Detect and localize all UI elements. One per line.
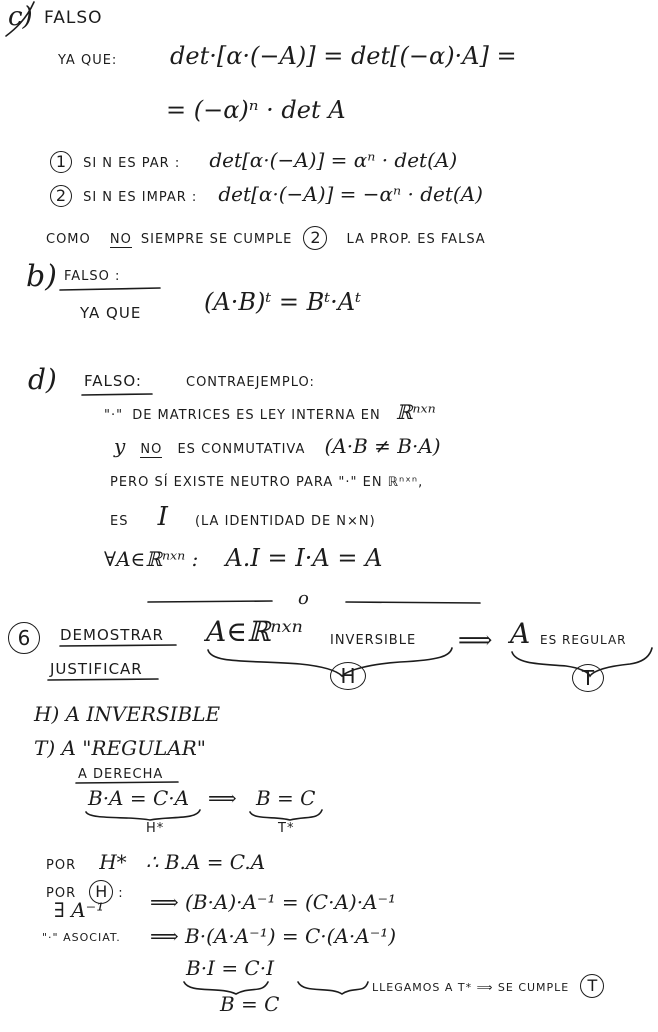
- q6-implies: ⟹: [458, 626, 493, 654]
- d-line2-text: ES CONMUTATIVA: [177, 442, 306, 457]
- proof-step4-equation: B·I = C·I: [186, 956, 274, 980]
- step1-equation: ∴ B.A = C.A: [145, 850, 266, 874]
- step1-por: POR: [46, 858, 77, 873]
- d-line5-equation: A.I = I·A = A: [225, 544, 383, 572]
- c-conclusion: [46, 226, 486, 250]
- step1-ref: H*: [99, 850, 127, 874]
- proof-step2-equation: ⟹ (B·A)·A⁻¹ = (C·A)·A⁻¹: [150, 890, 397, 914]
- proof-step5-equation: B = C: [220, 992, 280, 1016]
- c-case1: [50, 150, 457, 173]
- brace-C-I: [298, 982, 368, 994]
- b-why: YA QUE: [80, 304, 142, 322]
- b-label: b): [26, 259, 57, 294]
- a-derecha-underline: [76, 782, 178, 783]
- conclusion-prefix: COMO: [46, 232, 91, 247]
- q6-inversible: INVERSIBLE: [330, 633, 417, 648]
- brace-hstar: [86, 810, 200, 820]
- d-line4-identity-symbol: I: [157, 502, 168, 532]
- case1-condition: SI N ES PAR :: [83, 156, 181, 171]
- c-eq1: det·[α·(−A)] = det[(−α)·A] =: [170, 42, 517, 70]
- step2-ref: H: [89, 880, 113, 904]
- d-line1-set: ℝⁿˣⁿ: [395, 400, 436, 424]
- d-line2: [114, 436, 441, 456]
- case2-number: 2: [50, 185, 72, 207]
- d-line4-text: (LA IDENTIDAD DE N×N): [194, 514, 376, 529]
- proof-tstar: T*: [278, 821, 295, 836]
- justificar-underline: [48, 679, 158, 680]
- case1-equation: det[α·(−A)] = αⁿ · det(A): [209, 148, 458, 172]
- d-line2-y: y: [114, 434, 126, 458]
- d-line4: [110, 504, 376, 530]
- proof-step2-reason: POR H :: [46, 880, 124, 904]
- q6-regular: ES REGULAR: [540, 633, 627, 647]
- c-title: FALSO: [44, 8, 103, 28]
- b-equation: (A·B)ᵗ = Bᵗ·Aᵗ: [204, 288, 362, 316]
- q6-justificar: JUSTIFICAR: [50, 660, 143, 678]
- case1-number: 1: [50, 151, 72, 173]
- c-eq2: = (−α)ⁿ · det A: [166, 96, 346, 124]
- d-title: FALSO:: [84, 372, 142, 390]
- d-line1-quote: "·": [104, 408, 124, 423]
- c-why: YA QUE:: [58, 53, 118, 68]
- divider-left: [148, 601, 272, 602]
- q6-number: 6: [8, 622, 40, 654]
- c-case2: [50, 184, 483, 207]
- d-line3: PERO SÍ EXISTE NEUTRO PARA "·" EN ℝⁿˣⁿ,: [110, 475, 424, 490]
- q6-H-circle: H: [330, 662, 366, 690]
- proof-t-left: B·A = C·A: [88, 786, 190, 810]
- d-subtitle: CONTRAEJEMPLO:: [186, 375, 315, 390]
- q6-T-circle: T: [572, 664, 604, 692]
- d-divider: o: [298, 588, 309, 609]
- proof-step3-equation: ⟹ B·(A·A⁻¹) = C·(A·A⁻¹): [150, 924, 397, 948]
- case2-condition: SI N ES IMPAR :: [83, 190, 198, 205]
- divider-right: [346, 602, 480, 603]
- proof-exists: ∃ A⁻¹: [54, 898, 105, 922]
- conclusion-ref: 2: [303, 226, 327, 250]
- proof-H-line: H) A INVERSIBLE: [34, 702, 221, 726]
- proof-t-right: B = C: [256, 786, 316, 810]
- d-line5: [104, 546, 382, 570]
- q6-statement: A∈ℝⁿˣⁿ: [206, 615, 303, 648]
- proof-step1: [46, 852, 265, 872]
- d-line1-text: DE MATRICES ES LEY INTERNA EN: [132, 408, 381, 423]
- d-line5-forall: ∀A∈ℝⁿˣⁿ :: [104, 547, 199, 571]
- d-line1: [104, 402, 436, 422]
- proof-fin-T: T: [580, 974, 604, 998]
- d-line4-es: ES: [110, 514, 129, 529]
- d-label: d): [28, 363, 57, 396]
- c-label: c): [8, 2, 33, 32]
- conclusion-middle: SIEMPRE SE CUMPLE: [140, 232, 293, 247]
- proof-conclusion: [372, 974, 604, 998]
- d-line2-equation: (A·B ≠ B·A): [324, 434, 441, 458]
- step2-por: POR: [46, 886, 77, 901]
- proof-t-arrow: ⟹: [208, 786, 237, 810]
- case2-equation: det[α·(−A)] = −αⁿ · det(A): [218, 182, 483, 206]
- proof-a-derecha: A DERECHA: [78, 767, 164, 782]
- conclusion-end: LA PROP. ES FALSA: [346, 232, 486, 247]
- b-title-underline: [60, 288, 160, 290]
- q6-demostrar: DEMOSTRAR: [60, 626, 164, 644]
- demostrar-underline: [60, 645, 176, 646]
- proof-T-line: T) A "REGULAR": [34, 736, 206, 760]
- proof-fin-text: LLEGAMOS A T* ⟹ SE CUMPLE: [372, 981, 570, 994]
- d-line2-no: NO: [140, 442, 163, 457]
- q6-A: A: [510, 617, 531, 650]
- proof-hstar: H*: [146, 821, 165, 836]
- brace-tstar: [250, 810, 322, 820]
- conclusion-no: NO: [109, 232, 132, 247]
- d-title-underline: [82, 394, 152, 395]
- b-title: FALSO :: [64, 269, 121, 284]
- proof-assoc: "·" ASOCIAT.: [42, 931, 121, 944]
